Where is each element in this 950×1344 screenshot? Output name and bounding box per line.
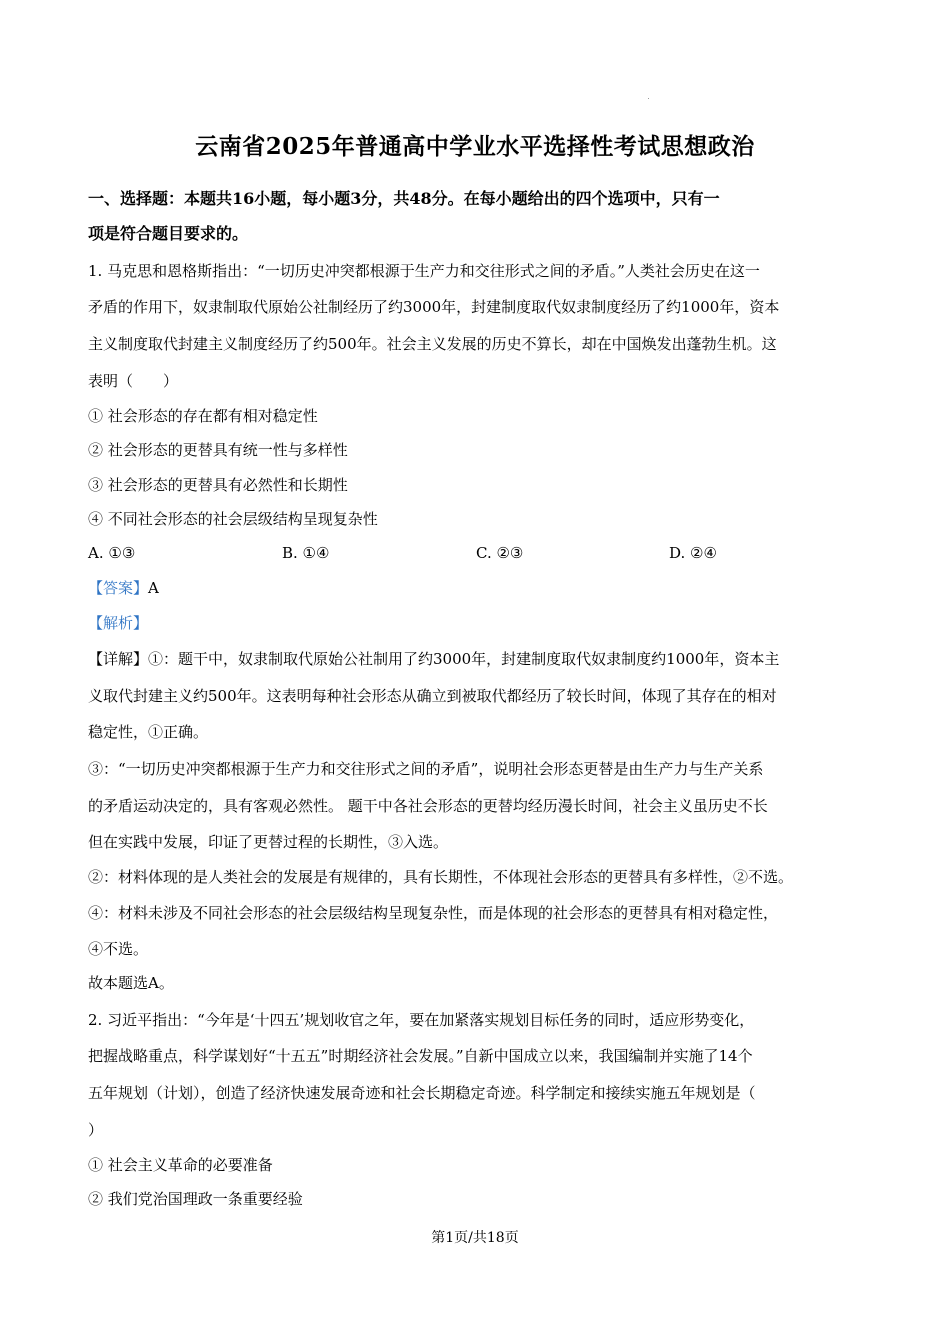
answer-value: A — [148, 579, 159, 597]
q1-statement: ③ 社会形态的更替具有必然性和长期性 — [88, 476, 348, 494]
q1-option-b: B. ①④ — [282, 544, 330, 562]
q1-option-c: C. ②③ — [476, 544, 524, 562]
q1-statement: ① 社会形态的存在都有相对稳定性 — [88, 407, 318, 425]
q1-detail-line: ④：材料未涉及不同社会形态的社会层级结构呈现复杂性，而是体现的社会形态的更替具有相对稳定性， — [88, 904, 779, 922]
q1-detail-line: ③：“一切历史冲突都根源于生产力和交往形式之间的矛盾”，说明社会形态更替是由生产力与生产关系 — [88, 760, 764, 778]
q1-detail-line: 义取代封建主义约500年。这表明每种社会形态从确立到被取代都经历了较长时间，体现了其存在的相对 — [88, 687, 777, 705]
q2-stem-line: ） — [88, 1121, 104, 1139]
q2-stem-line: 把握战略重点，科学谋划好“十五五”时期经济社会发展。”自新中国成立以来，我国编制并实施了14个 — [88, 1047, 753, 1065]
q1-option-a: A. ①③ — [88, 544, 136, 562]
q2-statement: ② 我们党治国理政一条重要经验 — [88, 1190, 303, 1208]
page-title: 云南省2025年普通高中学业水平选择性考试思想政治 — [195, 133, 755, 160]
q1-detail-line: 但在实践中发展，印证了更替过程的长期性，③入选。 — [88, 833, 449, 851]
q1-detail-line: ②：材料体现的是人类社会的发展是有规律的，具有长期性，不体现社会形态的更替具有多样性，②不选。 — [88, 868, 794, 886]
q2-statement: ① 社会主义革命的必要准备 — [88, 1156, 273, 1174]
q1-detail-line: 故本题选A。 — [88, 974, 174, 992]
q1-stem-line: 主义制度取代封建主义制度经历了约500年。社会主义发展的历史不算长，却在中国焕发出蓬勃生机。这 — [88, 335, 777, 353]
section-heading-line-1: 一、选择题：本题共16小题，每小题3分，共48分。在每小题给出的四个选项中，只有一 — [88, 189, 720, 208]
q1-detail-line: ④不选。 — [88, 940, 149, 958]
q1-answer — [88, 578, 159, 598]
analysis-label: 【解析】 — [88, 614, 149, 632]
q1-option-d: D. ②④ — [669, 544, 717, 562]
q1-detail-line: 的矛盾运动决定的，具有客观必然性。 题干中各社会形态的更替均经历漫长时间，社会主义虽历史不长 — [88, 797, 768, 815]
q1-stem-line: 1. 马克思和恩格斯指出：“一切历史冲突都根源于生产力和交往形式之间的矛盾。”人类社会历史在这一 — [88, 262, 760, 280]
q1-statement: ② 社会形态的更替具有统一性与多样性 — [88, 441, 348, 459]
q2-stem-line: 2. 习近平指出：“今年是‘十四五’规划收官之年，要在加紧落实规划目标任务的同时，适应形势变化， — [88, 1011, 755, 1029]
answer-label: 【答案】 — [88, 579, 149, 597]
q1-detail-line: 稳定性，①正确。 — [88, 723, 209, 741]
q1-statement: ④ 不同社会形态的社会层级结构呈现复杂性 — [88, 510, 378, 528]
q1-stem-line: 表明（ ） — [88, 372, 179, 390]
section-heading-line-2: 项是符合题目要求的。 — [88, 224, 249, 243]
stray-dot — [648, 98, 649, 99]
page-footer: 第1页/共18页 — [431, 1230, 519, 1246]
q2-stem-line: 五年规划（计划），创造了经济快速发展奇迹和社会长期稳定奇迹。科学制定和接续实施五年规划是（ — [88, 1084, 756, 1102]
q1-detail-line: 【详解】①：题干中，奴隶制取代原始公社制用了约3000年，封建制度取代奴隶制度约1000年，资本主 — [88, 650, 780, 668]
q1-stem-line: 矛盾的作用下，奴隶制取代原始公社制经历了约3000年，封建制度取代奴隶制度经历了约1000年，资本 — [88, 298, 780, 316]
